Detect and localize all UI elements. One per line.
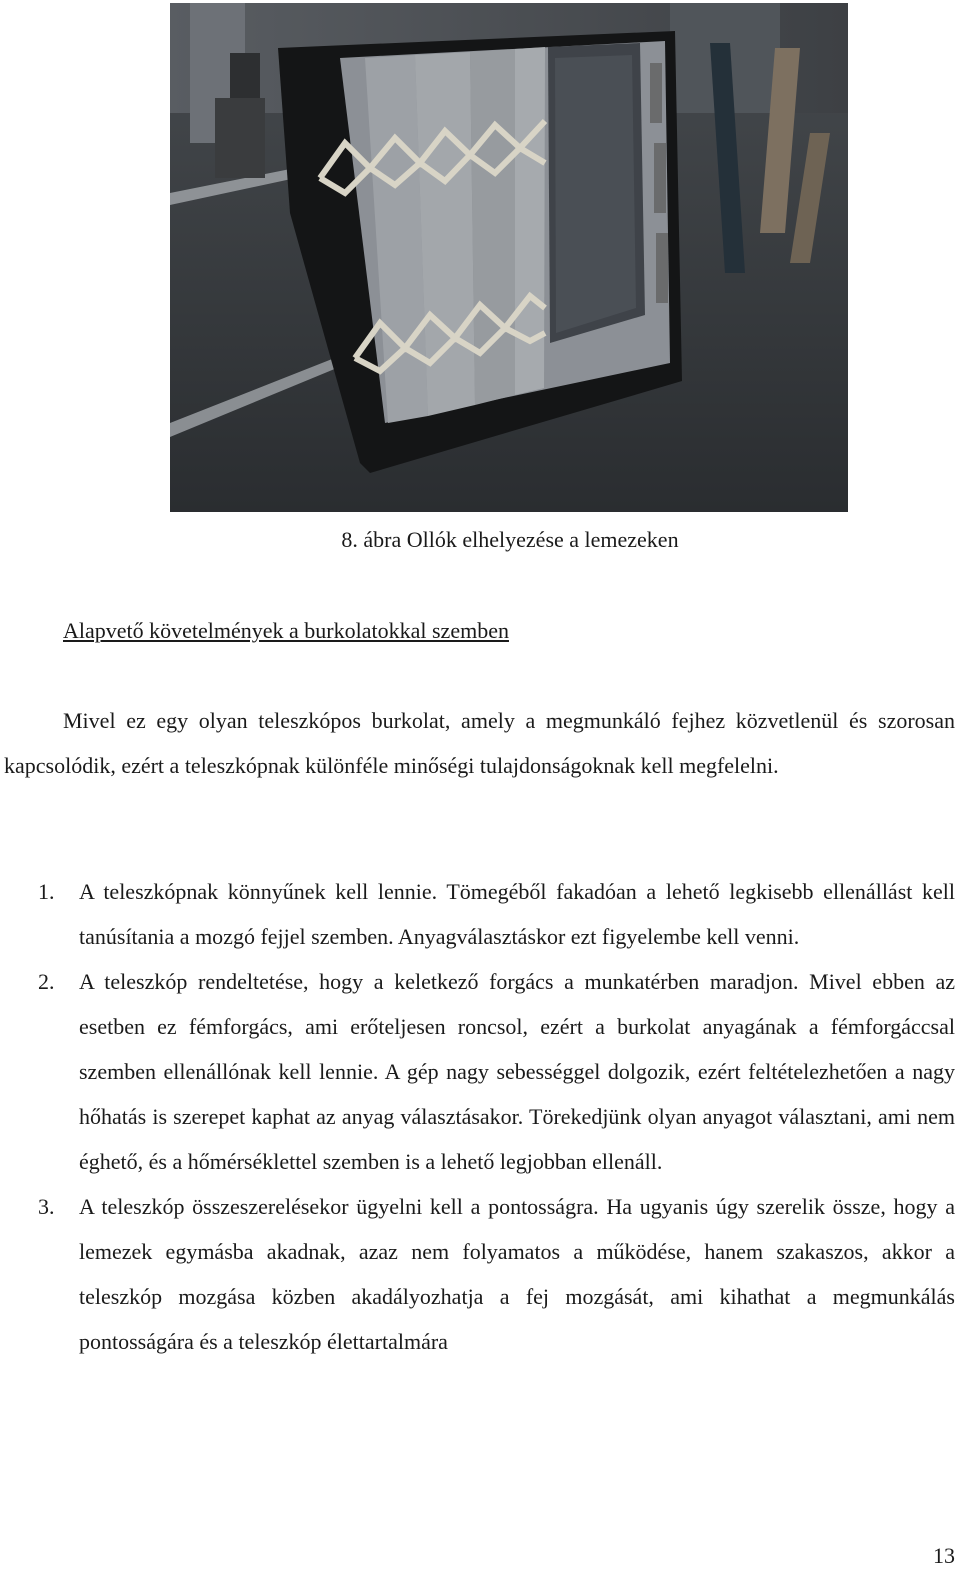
list-item	[0, 1184, 955, 1364]
list-item-text: A teleszkópnak könnyűnek kell lennie. Tömegéből fakadóan a lehető legkisebb ellenállást kell tanúsítania a mozgó fejjel szemben. Anyagválasztáskor ezt figyelembe kell venni.	[79, 879, 955, 949]
intro-paragraph: Mivel ez egy olyan teleszkópos burkolat, amely a megmunkáló fejhez közvetlenül és szorosan kapcsolódik, ezért a teleszkópnak különféle minőségi tulajdonságoknak kell megfelelni.	[4, 708, 955, 778]
figure-photo	[170, 3, 848, 512]
list-item-number: 3.	[38, 1194, 55, 1219]
page-number: 13	[933, 1543, 955, 1568]
list-item	[0, 869, 955, 959]
list-item	[0, 959, 955, 1184]
telescope-cover-photo	[170, 3, 848, 512]
list-item-number: 2.	[38, 969, 55, 994]
list-item-text: A teleszkóp összeszerelésekor ügyelni kell a pontosságra. Ha ugyanis úgy szerelik össze, hogy a lemezek egymásba akadnak, azaz nem folyamatos a működése, hanem szakaszos, akkor a teleszkóp mozgása közben akadályozhatja a fej mozgását, ami kihathat a megmunkálás pontosságára és a teleszkóp élettartalmára	[79, 1194, 955, 1354]
requirements-list	[0, 869, 955, 1364]
list-item-number: 1.	[38, 879, 55, 904]
figure-caption: 8. ábra Ollók elhelyezése a lemezeken	[341, 527, 679, 552]
list-item-text: A teleszkóp rendeltetése, hogy a keletkező forgács a munkatérben maradjon. Mivel ebben az esetben ez fémforgács, ami erőteljesen roncsol, ezért a burkolat anyagának a fémforgáccsal szemben ellenállónak kell lennie. A gép nagy sebességgel dolgozik, ezért feltételezhetően a nagy hőhatás is szerepet kaphat az anyag választásakor. Törekedjünk olyan anyagot választani, ami nem éghető, és a hőmérséklettel szemben is a lehető legjobban ellenáll.	[79, 969, 955, 1174]
section-heading: Alapvető követelmények a burkolatokkal szemben	[63, 618, 509, 643]
